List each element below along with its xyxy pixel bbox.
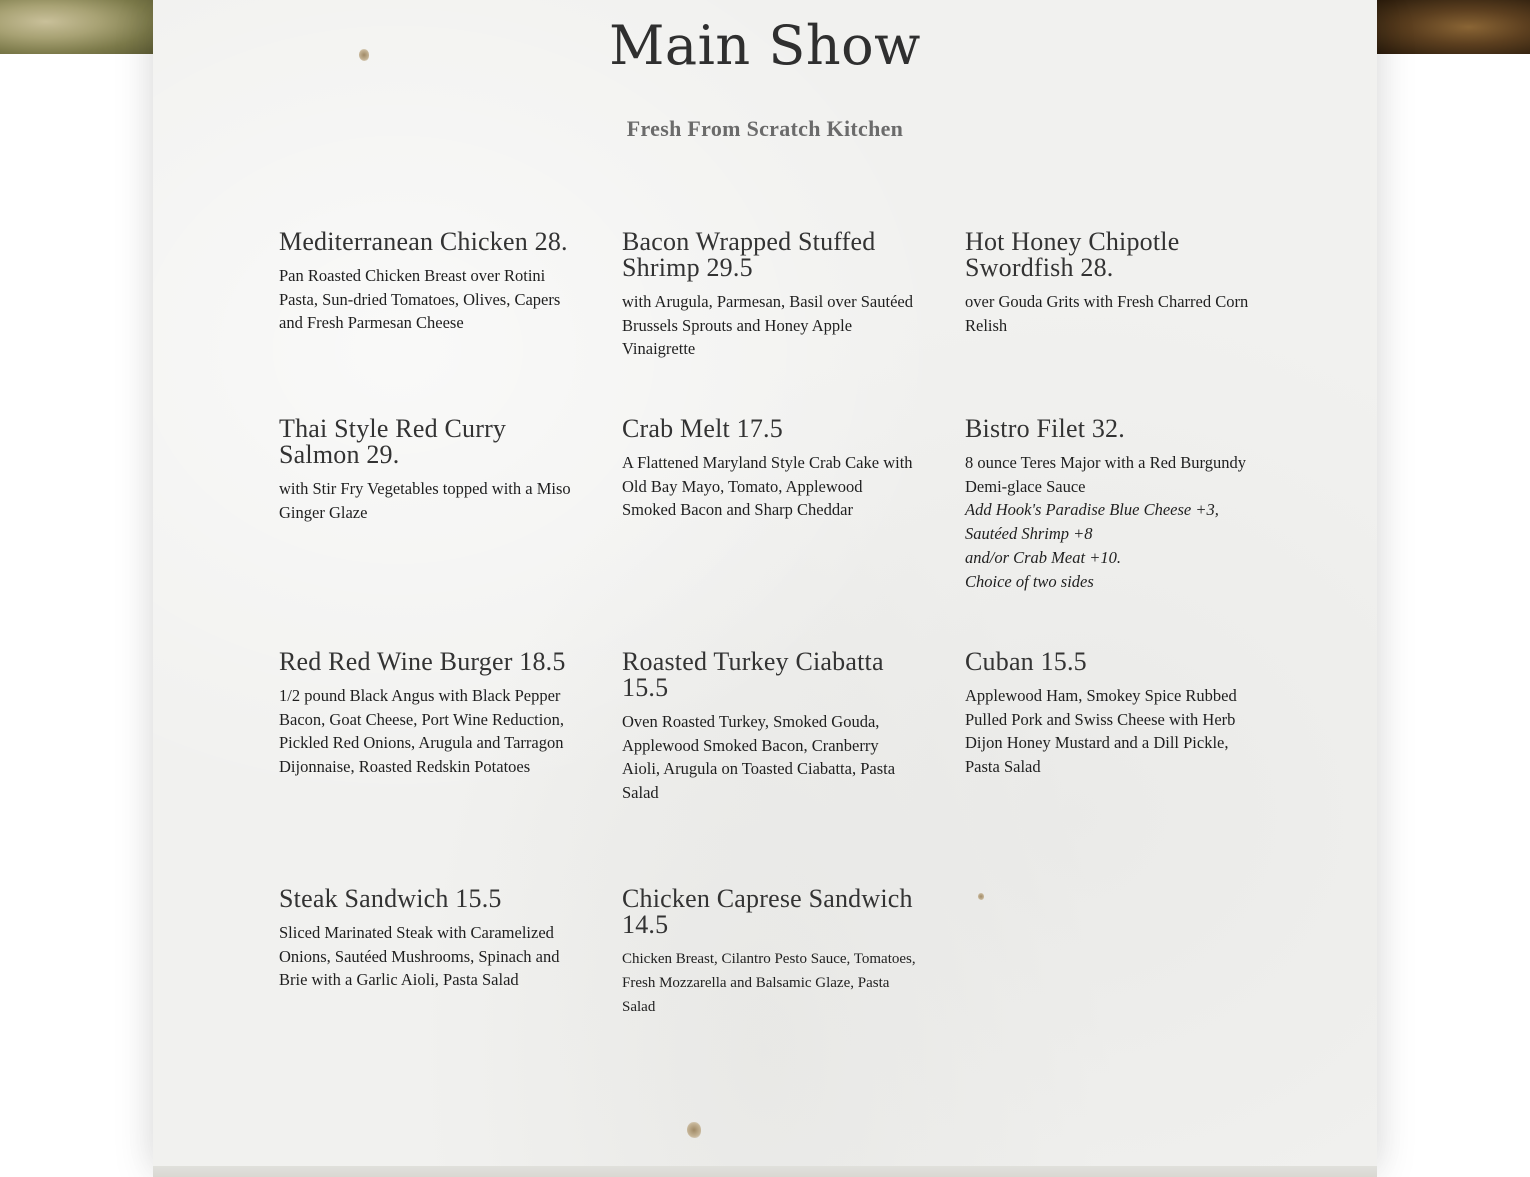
menu-item-name: Roasted Turkey Ciabatta 15.5 xyxy=(622,647,884,702)
menu-item-description: Oven Roasted Turkey, Smoked Gouda, Applewood Smoked Bacon, Cranberry Aioli, Arugula on Toasted Ciabatta, Pasta Salad xyxy=(622,712,896,803)
menu-item-sides-note: Choice of two sides xyxy=(965,571,1094,591)
menu-item-name: Red Red Wine Burger 18.5 xyxy=(279,647,566,676)
menu-item-name: Chicken Caprese Sandwich 14.5 xyxy=(622,884,913,939)
menu-item-name: Bistro Filet 32. xyxy=(965,414,1125,443)
menu-item-addon-note: Add Hook's Paradise Blue Cheese +3, Sautéed Shrimp +8 xyxy=(965,500,1219,544)
paper-bottom-edge xyxy=(153,1166,1377,1177)
page-title: Main Show xyxy=(609,14,921,77)
menu-item-name: Hot Honey Chipotle Swordfish 28. xyxy=(965,227,1180,282)
page-subtitle: Fresh From Scratch Kitchen xyxy=(626,116,904,141)
menu-item xyxy=(279,229,574,335)
menu-item xyxy=(965,416,1260,593)
menu-item-name: Thai Style Red Curry Salmon 29. xyxy=(279,414,507,469)
menu-item xyxy=(622,649,917,805)
menu-item-description: A Flattened Maryland Style Crab Cake with Old Bay Mayo, Tomato, Applewood Smoked Bacon and Sharp Cheddar xyxy=(622,453,913,520)
menu-item xyxy=(279,886,574,992)
menu-item xyxy=(622,886,917,1019)
paper-speck xyxy=(687,1122,701,1138)
paper-speck xyxy=(978,893,984,900)
menu-item-description: over Gouda Grits with Fresh Charred Corn Relish xyxy=(965,292,1249,335)
background-photo-left xyxy=(0,0,153,54)
menu-item-description: 8 ounce Teres Major with a Red Burgundy Demi-glace Sauce xyxy=(965,453,1246,496)
menu-item-name: Mediterranean Chicken 28. xyxy=(279,227,568,256)
menu-item-addon-note: and/or Crab Meat +10. xyxy=(965,547,1121,567)
menu-item-description: Applewood Ham, Smokey Spice Rubbed Pulled Pork and Swiss Cheese with Herb Dijon Honey Mustard and a Dill Pickle, Pasta Salad xyxy=(965,686,1237,777)
menu-item-description: 1/2 pound Black Angus with Black Pepper Bacon, Goat Cheese, Port Wine Reduction, Pickled Red Onions, Arugula and Tarragon Dijonnaise, Roasted Redskin Potatoes xyxy=(279,686,564,777)
menu-item-name: Bacon Wrapped Stuffed Shrimp 29.5 xyxy=(622,227,876,282)
menu-item xyxy=(622,229,917,361)
menu-item xyxy=(622,416,917,522)
menu-item xyxy=(279,649,574,779)
menu-item xyxy=(279,416,574,524)
menu-item-name: Cuban 15.5 xyxy=(965,647,1087,676)
menu-item-description: with Stir Fry Vegetables topped with a Miso Ginger Glaze xyxy=(279,479,571,522)
menu-item xyxy=(965,229,1260,337)
menu-item-description: with Arugula, Parmesan, Basil over Sautéed Brussels Sprouts and Honey Apple Vinaigrette xyxy=(622,292,913,359)
background-photo-right xyxy=(1377,0,1530,54)
menu-item-name: Steak Sandwich 15.5 xyxy=(279,884,502,913)
menu-item-description: Sliced Marinated Steak with Caramelized Onions, Sautéed Mushrooms, Spinach and Brie with a Garlic Aioli, Pasta Salad xyxy=(279,923,560,990)
menu-item-description: Pan Roasted Chicken Breast over Rotini Pasta, Sun-dried Tomatoes, Olives, Capers and Fresh Parmesan Cheese xyxy=(279,266,561,333)
menu-item xyxy=(965,649,1260,779)
menu-item-description: Chicken Breast, Cilantro Pesto Sauce, Tomatoes, Fresh Mozzarella and Balsamic Glaze, Pasta Salad xyxy=(622,951,916,1015)
menu-item-name: Crab Melt 17.5 xyxy=(622,414,783,443)
